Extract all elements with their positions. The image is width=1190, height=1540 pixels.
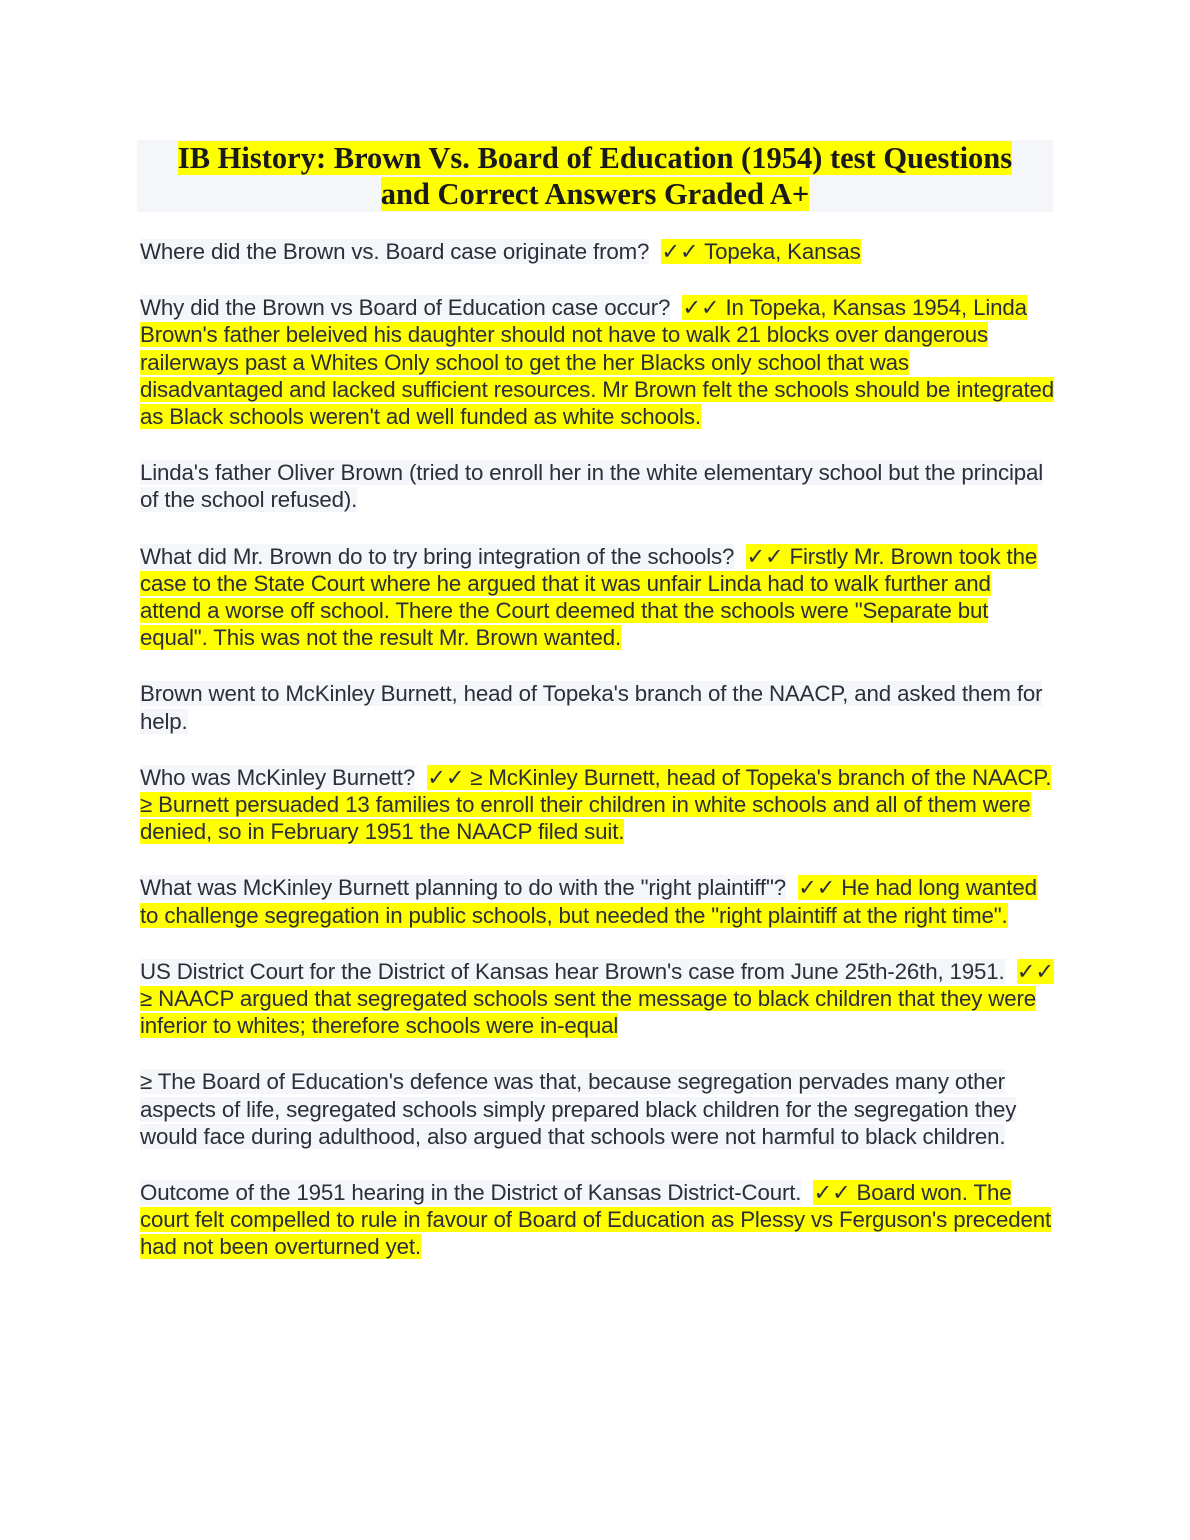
qa-item-10: [140, 1179, 1056, 1261]
title-line-2: and Correct Answers Graded A+: [380, 177, 810, 211]
answer-text: ✓✓ Firstly Mr. Brown took the case to the State Court where he argued that it was unfair Linda had to walk further and attend a worse off school. There the Court deemed that the schools were "Separate but equal". This was not the result Mr. Brown wanted.: [140, 543, 1038, 651]
qa-item-4: [140, 543, 1056, 652]
question-text: What did Mr. Brown do to try bring integration of the schools?: [140, 543, 735, 569]
paragraph-item-9: [140, 1068, 1056, 1150]
paragraph-item-3: [140, 459, 1056, 513]
paragraph-text: ≥ The Board of Education's defence was that, because segregation pervades many other aspects of life, segregated schools simply prepared black children for the segregation they would face during adulthood, also argued that schools were not harmful to black children.: [140, 1069, 1017, 1149]
qa-item-2: [140, 294, 1056, 430]
question-text: US District Court for the District of Kansas hear Brown's case from June 25th-26th, 1951.: [140, 958, 1005, 984]
question-text: Where did the Brown vs. Board case originate from?: [140, 239, 650, 264]
answer-text: ✓✓ He had long wanted to challenge segregation in public schools, but needed the "right plaintiff at the right time".: [140, 875, 1037, 928]
answer-text: ✓✓ ≥ NAACP argued that segregated schools sent the message to black children that they were inferior to whites; therefore schools were in-equal: [140, 958, 1054, 1039]
question-text: Who was McKinley Burnett?: [140, 764, 416, 790]
paragraph-text: Brown went to McKinley Burnett, head of Topeka's branch of the NAACP, and asked them for help.: [140, 681, 1043, 734]
answer-text: ✓✓ Topeka, Kansas: [661, 239, 861, 264]
document-title: [137, 140, 1053, 212]
document-body: [140, 238, 1056, 1290]
answer-text: ✓✓ Board won. The court felt compelled to rule in favour of Board of Education as Plessy vs Ferguson's precedent had not been overturned yet.: [140, 1180, 1052, 1260]
answer-text: ✓✓ In Topeka, Kansas 1954, Linda Brown's father beleived his daughter should not have to walk 21 blocks over dangerous railerways past a Whites Only school to get the her Blacks only school that was disadvantaged and lacked sufficient resources. Mr Brown felt the schools should be integrated as Black schools weren't ad well funded as white schools.: [140, 295, 1054, 430]
qa-item-8: [140, 958, 1056, 1040]
answer-extra-text: ≥ Burnett persuaded 13 families to enroll their children in white schools and all of them were denied, so in February 1951 the NAACP filed suit.: [140, 792, 1031, 845]
title-line-1: IB History: Brown Vs. Board of Education (1954) test Questions: [177, 141, 1013, 175]
question-text: Outcome of the 1951 hearing in the District of Kansas District-Court.: [140, 1180, 802, 1206]
qa-item-7: [140, 874, 1056, 928]
paragraph-item-5: [140, 680, 1056, 734]
question-text: Why did the Brown vs Board of Education case occur?: [140, 295, 671, 321]
qa-item-1: [140, 238, 1056, 265]
qa-item-6: [140, 764, 1056, 846]
answer-text: ✓✓ ≥ McKinley Burnett, head of Topeka's branch of the NAACP.: [427, 764, 1052, 790]
question-text: What was McKinley Burnett planning to do with the "right plaintiff"?: [140, 875, 786, 901]
paragraph-text: Linda's father Oliver Brown (tried to enroll her in the white elementary school but the principal of the school refused).: [140, 460, 1044, 513]
